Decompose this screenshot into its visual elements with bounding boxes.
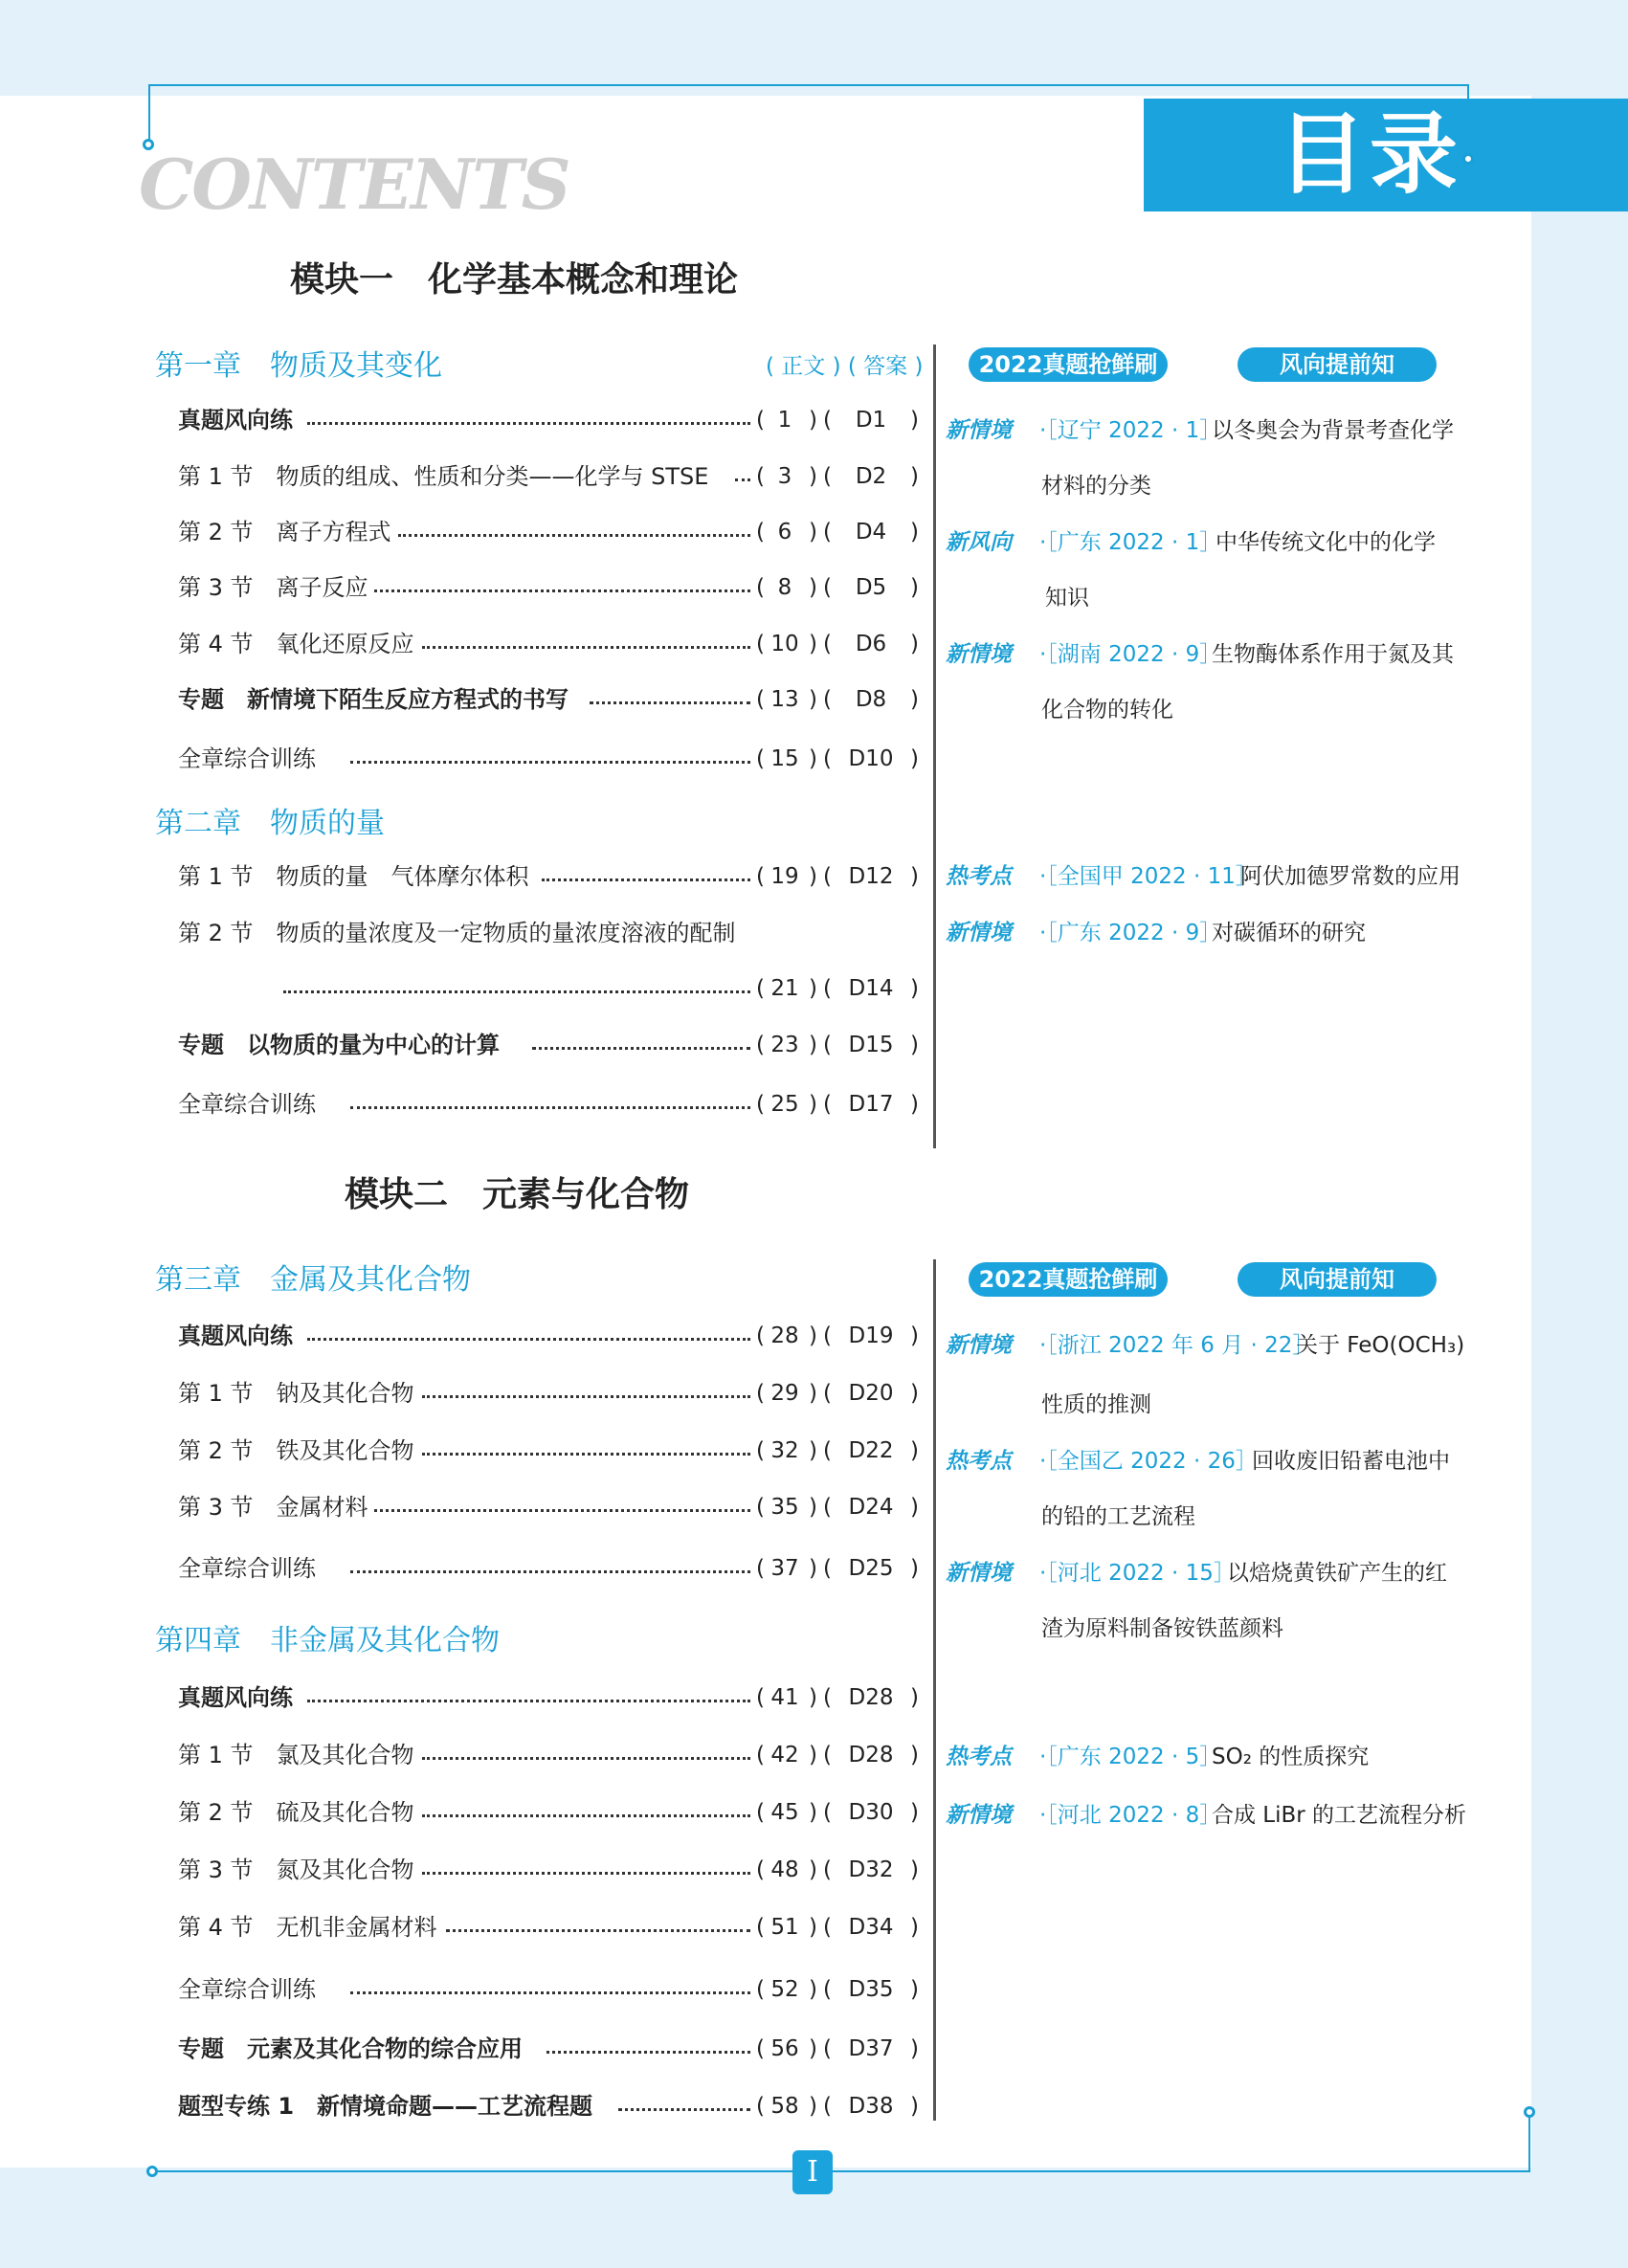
leader-dots bbox=[307, 422, 750, 425]
leader-dots bbox=[422, 1814, 750, 1817]
answer-page: ( D1 ) bbox=[823, 401, 919, 439]
toc-entry[interactable] bbox=[178, 1679, 919, 1717]
answer-page: ( D5 ) bbox=[823, 568, 919, 607]
answer-page: ( D25 ) bbox=[823, 1549, 919, 1588]
page-number: ( 32 ) bbox=[756, 1432, 814, 1470]
page-number: ( 35 ) bbox=[756, 1488, 814, 1526]
chapter-4-title: 第四章 非金属及其化合物 bbox=[155, 1624, 500, 1657]
frame-right-lower-line bbox=[1528, 2115, 1530, 2172]
entry-label: 第 2 节 铁及其化合物 bbox=[178, 1437, 414, 1464]
contents-watermark: CONTENTS bbox=[139, 144, 569, 225]
toc-entry[interactable] bbox=[178, 2087, 919, 2125]
highlight-text: 以冬奥会为背景考查化学 bbox=[1212, 418, 1454, 443]
answer-page: ( D15 ) bbox=[823, 1026, 919, 1064]
highlight-tag: 新情境 bbox=[946, 1803, 1012, 1828]
leader-dots bbox=[542, 878, 750, 881]
frame-left-line bbox=[148, 84, 150, 144]
toc-entry[interactable] bbox=[178, 1549, 919, 1588]
entry-label: 全章综合训练 bbox=[178, 1976, 316, 2003]
leader-dots bbox=[350, 1570, 750, 1573]
column-header: ( 正文 ) ( 答案 ) bbox=[766, 354, 924, 379]
page-number: ( 48 ) bbox=[756, 1851, 814, 1889]
page-number-badge: I bbox=[792, 2150, 833, 2194]
exam-highlight bbox=[946, 523, 1482, 619]
answer-page: ( D28 ) bbox=[823, 1736, 919, 1774]
toc-entry[interactable] bbox=[178, 1970, 919, 2009]
highlight-source: ·［全国乙 2022 · 26］ bbox=[1039, 1449, 1258, 1474]
module-1-title: 模块一 化学基本概念和理论 bbox=[290, 259, 739, 300]
frame-dot bbox=[1524, 2106, 1535, 2118]
answer-page: ( D20 ) bbox=[823, 1374, 919, 1412]
highlight-text: 关于 FeO(OCH₃) bbox=[1296, 1333, 1465, 1358]
page-number: ( 51 ) bbox=[756, 1908, 814, 1946]
highlight-text: SO₂ 的性质探究 bbox=[1212, 1745, 1370, 1769]
entry-label: 第 4 节 无机非金属材料 bbox=[178, 1914, 437, 1941]
highlight-source: ·［广东 2022 · 5］ bbox=[1039, 1745, 1222, 1769]
entry-label: 全章综合训练 bbox=[178, 1555, 316, 1582]
toc-entry[interactable] bbox=[178, 680, 919, 719]
leader-dots bbox=[283, 990, 750, 993]
toc-entry[interactable] bbox=[178, 457, 919, 496]
page-number: ( 41 ) bbox=[756, 1679, 814, 1717]
entry-label: 真题风向练 bbox=[178, 1684, 293, 1711]
page-number: ( 42 ) bbox=[756, 1736, 814, 1774]
exam-highlight bbox=[946, 1738, 1482, 1776]
chapter-1-title: 第一章 物质及其变化 bbox=[155, 349, 442, 383]
toc-entry[interactable] bbox=[178, 1374, 919, 1412]
entry-label: 专题 以物质的量为中心的计算 bbox=[178, 1032, 500, 1058]
toc-entry[interactable] bbox=[178, 1432, 919, 1470]
entry-label: 全章综合训练 bbox=[178, 745, 316, 772]
page-number: ( 6 ) bbox=[756, 513, 814, 551]
toc-entry[interactable] bbox=[178, 1026, 919, 1064]
toc-entry[interactable] bbox=[178, 740, 919, 778]
page-number: ( 10 ) bbox=[756, 625, 814, 663]
answer-page: ( D12 ) bbox=[823, 857, 919, 896]
frame-dot bbox=[146, 2166, 158, 2177]
answer-page: ( D38 ) bbox=[823, 2087, 919, 2125]
answer-page: ( D2 ) bbox=[823, 457, 919, 496]
leader-dots bbox=[398, 534, 750, 537]
highlight-tag: 新情境 bbox=[946, 1561, 1012, 1586]
leader-dots bbox=[546, 2051, 750, 2054]
highlight-source: ·［河北 2022 · 15］ bbox=[1039, 1561, 1236, 1586]
leader-dots bbox=[350, 1106, 750, 1109]
highlight-text: 合成 LiBr 的工艺流程分析 bbox=[1212, 1803, 1467, 1828]
toc-entry[interactable] bbox=[178, 1793, 919, 1832]
entry-label: 真题风向练 bbox=[178, 407, 293, 434]
highlight-text-cont: 性质的推测 bbox=[1041, 1392, 1151, 1417]
page-number: ( 19 ) bbox=[756, 857, 814, 896]
highlight-source: ·［湖南 2022 · 9］ bbox=[1039, 642, 1222, 667]
leader-dots bbox=[532, 1047, 750, 1050]
leader-dots bbox=[307, 1338, 750, 1341]
badge-trend-preview: 风向提前知 bbox=[1238, 347, 1437, 382]
page-number: ( 37 ) bbox=[756, 1549, 814, 1588]
entry-label: 第 3 节 离子反应 bbox=[178, 574, 368, 601]
entry-label: 题型专练 1 新情境命题——工艺流程题 bbox=[178, 2093, 593, 2120]
highlight-source: ·［广东 2022 · 1］ bbox=[1039, 530, 1222, 555]
highlight-tag: 新情境 bbox=[946, 418, 1012, 443]
exam-highlight bbox=[946, 1442, 1482, 1538]
badge-trend-preview: 风向提前知 bbox=[1238, 1262, 1437, 1297]
highlight-text-cont: 化合物的转化 bbox=[1041, 698, 1173, 723]
answer-page: ( D6 ) bbox=[823, 625, 919, 663]
toc-entry[interactable] bbox=[178, 914, 919, 952]
highlight-source: ·［辽宁 2022 · 1］ bbox=[1039, 418, 1222, 443]
page-number: ( 3 ) bbox=[756, 457, 814, 496]
entry-label: 专题 新情境下陌生反应方程式的书写 bbox=[178, 686, 569, 713]
toc-entry[interactable] bbox=[178, 513, 919, 551]
answer-page: ( D22 ) bbox=[823, 1432, 919, 1470]
answer-page: ( D10 ) bbox=[823, 740, 919, 778]
leader-dots bbox=[307, 1700, 750, 1702]
highlight-tag: 热考点 bbox=[946, 864, 1012, 889]
leader-dots bbox=[618, 2108, 750, 2111]
page-number: ( 8 ) bbox=[756, 568, 814, 607]
entry-label: 真题风向练 bbox=[178, 1323, 293, 1349]
entry-label: 第 2 节 离子方程式 bbox=[178, 519, 391, 545]
page-number: ( 1 ) bbox=[756, 401, 814, 439]
page-number: ( 21 ) bbox=[756, 969, 814, 1008]
chapter-2-title: 第二章 物质的量 bbox=[155, 807, 385, 840]
leader-dots bbox=[350, 761, 750, 764]
leader-dots bbox=[422, 1453, 750, 1456]
answer-page: ( D37 ) bbox=[823, 2030, 919, 2068]
highlight-text-cont: 知识 bbox=[1045, 586, 1089, 611]
exam-highlight bbox=[946, 914, 1482, 952]
entry-label: 第 1 节 氯及其化合物 bbox=[178, 1742, 414, 1768]
highlight-text: 对碳循环的研究 bbox=[1212, 921, 1366, 945]
leader-dots bbox=[422, 646, 750, 649]
highlight-source: ·［全国甲 2022 · 11］ bbox=[1039, 864, 1258, 889]
entry-label: 第 2 节 硫及其化合物 bbox=[178, 1799, 414, 1826]
highlight-tag: 新情境 bbox=[946, 1333, 1012, 1358]
toc-entry[interactable] bbox=[178, 2030, 919, 2068]
toc-entry[interactable] bbox=[178, 1908, 919, 1946]
leader-dots bbox=[374, 1509, 750, 1512]
highlight-tag: 新情境 bbox=[946, 921, 1012, 945]
exam-highlight bbox=[946, 411, 1482, 507]
entry-label: 第 2 节 物质的量浓度及一定物质的量浓度溶液的配制 bbox=[178, 920, 736, 946]
answer-page: ( D30 ) bbox=[823, 1793, 919, 1832]
entry-label: 第 3 节 氮及其化合物 bbox=[178, 1857, 414, 1883]
toc-entry[interactable] bbox=[178, 1317, 919, 1355]
exam-highlight bbox=[946, 1554, 1482, 1650]
exam-highlight bbox=[946, 635, 1482, 731]
page-number: ( 29 ) bbox=[756, 1374, 814, 1412]
highlight-source: ·［河北 2022 · 8］ bbox=[1039, 1803, 1222, 1828]
frame-bottom-line bbox=[158, 2170, 1530, 2172]
leader-dots bbox=[590, 701, 750, 704]
entry-label: 第 1 节 钠及其化合物 bbox=[178, 1380, 414, 1407]
exam-highlight bbox=[946, 1326, 1482, 1422]
page-number: ( 45 ) bbox=[756, 1793, 814, 1832]
leader-dots bbox=[422, 1757, 750, 1760]
answer-page: ( D14 ) bbox=[823, 969, 919, 1008]
toc-entry[interactable] bbox=[178, 568, 919, 607]
leader-dots bbox=[446, 1929, 750, 1932]
page-number: ( 52 ) bbox=[756, 1970, 814, 2009]
highlight-text-cont: 材料的分类 bbox=[1041, 474, 1151, 499]
page-title: 目录 bbox=[1144, 99, 1628, 211]
highlight-text-cont: 渣为原料制备铵铁蓝颜料 bbox=[1041, 1616, 1283, 1641]
highlight-tag: 热考点 bbox=[946, 1449, 1012, 1474]
page-number: ( 56 ) bbox=[756, 2030, 814, 2068]
page-number: ( 28 ) bbox=[756, 1317, 814, 1355]
highlight-source: ·［浙江 2022 年 6 月 · 22］ bbox=[1039, 1333, 1315, 1358]
leader-dots bbox=[350, 1991, 750, 1994]
answer-page: ( D34 ) bbox=[823, 1908, 919, 1946]
frame-top-line bbox=[148, 84, 1469, 86]
answer-page: ( D24 ) bbox=[823, 1488, 919, 1526]
toc-entry-continued[interactable] bbox=[178, 969, 919, 1008]
badge-2022-real-exam: 2022真题抢鲜刷 bbox=[969, 1262, 1168, 1297]
title-dot bbox=[1462, 153, 1474, 165]
highlight-text: 阿伏加德罗常数的应用 bbox=[1240, 864, 1461, 889]
toc-entry[interactable] bbox=[178, 1488, 919, 1526]
exam-highlight bbox=[946, 857, 1482, 896]
highlight-source: ·［广东 2022 · 9］ bbox=[1039, 921, 1222, 945]
highlight-tag: 新情境 bbox=[946, 642, 1012, 667]
answer-page: ( D32 ) bbox=[823, 1851, 919, 1889]
leader-dots bbox=[374, 589, 750, 592]
toc-entry[interactable] bbox=[178, 625, 919, 663]
highlight-text: 以焙烧黄铁矿产生的红 bbox=[1227, 1561, 1447, 1586]
highlight-text-cont: 的铅的工艺流程 bbox=[1041, 1504, 1195, 1529]
highlight-text: 中华传统文化中的化学 bbox=[1215, 530, 1436, 555]
entry-label: 第 1 节 物质的量 气体摩尔体积 bbox=[178, 863, 529, 890]
toc-entry[interactable] bbox=[178, 1851, 919, 1889]
column-divider bbox=[933, 345, 936, 1148]
entry-label: 第 3 节 金属材料 bbox=[178, 1494, 368, 1521]
highlight-tag: 新风向 bbox=[946, 530, 1012, 555]
page-number: ( 58 ) bbox=[756, 2087, 814, 2125]
page-number: ( 13 ) bbox=[756, 680, 814, 719]
highlight-tag: 热考点 bbox=[946, 1745, 1012, 1769]
page-number: ( 25 ) bbox=[756, 1085, 814, 1123]
leader-dots bbox=[422, 1395, 750, 1398]
answer-page: ( D8 ) bbox=[823, 680, 919, 719]
badge-2022-real-exam: 2022真题抢鲜刷 bbox=[969, 347, 1168, 382]
leader-dots bbox=[735, 478, 750, 481]
page-number: ( 23 ) bbox=[756, 1026, 814, 1064]
answer-page: ( D19 ) bbox=[823, 1317, 919, 1355]
answer-page: ( D28 ) bbox=[823, 1679, 919, 1717]
highlight-text: 回收废旧铅蓄电池中 bbox=[1252, 1449, 1450, 1474]
answer-page: ( D17 ) bbox=[823, 1085, 919, 1123]
answer-page: ( D35 ) bbox=[823, 1970, 919, 2009]
toc-entry[interactable] bbox=[178, 1085, 919, 1123]
column-divider bbox=[933, 1259, 936, 2121]
page-number: ( 15 ) bbox=[756, 740, 814, 778]
entry-label: 第 4 节 氧化还原反应 bbox=[178, 631, 414, 657]
entry-label: 第 1 节 物质的组成、性质和分类——化学与 STSE bbox=[178, 463, 709, 490]
toc-entry[interactable] bbox=[178, 857, 919, 896]
entry-label: 专题 元素及其化合物的综合应用 bbox=[178, 2035, 523, 2062]
entry-label: 全章综合训练 bbox=[178, 1091, 316, 1118]
toc-entry[interactable] bbox=[178, 401, 919, 439]
answer-page: ( D4 ) bbox=[823, 513, 919, 551]
leader-dots bbox=[422, 1872, 750, 1875]
toc-entry[interactable] bbox=[178, 1736, 919, 1774]
exam-highlight bbox=[946, 1796, 1482, 1834]
chapter-3-title: 第三章 金属及其化合物 bbox=[155, 1263, 471, 1297]
module-2-title: 模块二 元素与化合物 bbox=[345, 1174, 690, 1214]
highlight-text: 生物酶体系作用于氮及其 bbox=[1212, 642, 1454, 667]
